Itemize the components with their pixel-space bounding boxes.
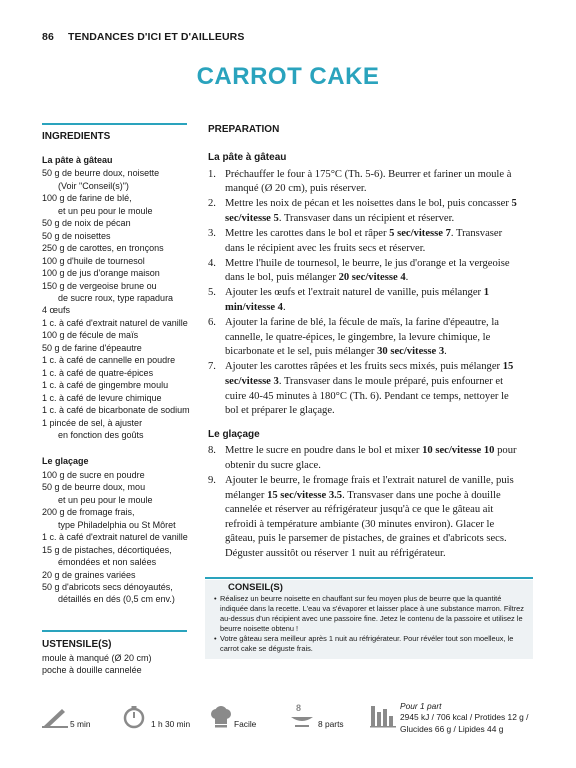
step-text: . Transvaser dans une poche à douille cannelée et réserver au réfrigérateur jusqu'à ce que le gâteau ait refroidi à température ambiante (30 minutes environ). Glacer le gâteau, puis le parsemer de pistaches, de graines et d'abricots secs. Déguster aussitôt ou réserver 1 nuit au réfrigérateur. [225, 489, 507, 559]
ingredient-line: 15 g de pistaches, décortiquées, [42, 544, 172, 555]
preparation-body [208, 151, 524, 562]
ingredient-line: 1 pincée de sel, à ajuster [42, 417, 143, 428]
step-text: Mettre l'huile de tournesol, le beurre, le jus d'orange et la vergeoise dans le bol, puis mélanger [225, 257, 510, 284]
ingredient-line: 250 g de carottes, en tronçons [42, 243, 164, 254]
preparation-step [208, 444, 524, 473]
utensils-list [42, 652, 152, 677]
ingredient-line: 100 g de farine de blé, [42, 193, 132, 204]
ingredient-line: et un peu pour le moule [58, 494, 153, 505]
preparation-step [208, 197, 524, 226]
timer-icon [123, 706, 145, 733]
step-number: 2. [208, 198, 216, 210]
ingredient-line: 20 g de graines variées [42, 569, 136, 580]
ingredient-group-title: La pâte à gâteau [42, 155, 113, 165]
step-setting: 5 sec/vitesse 7 [389, 227, 451, 239]
total-time: 1 h 30 min [151, 719, 191, 729]
tips-rule [205, 577, 533, 579]
chef-hat-icon [209, 706, 233, 733]
step-setting: 5 sec/vitesse 5 [225, 198, 517, 224]
step-number: 1. [208, 168, 216, 180]
step-number: 3. [208, 227, 216, 239]
step-text: . [282, 301, 286, 313]
ingredient-line: 1 c. à café de cannelle en poudre [42, 355, 176, 366]
nutrition-title: Pour 1 part [400, 701, 442, 711]
nutrition-chart-icon [370, 704, 396, 733]
ingredients-rule [42, 123, 187, 125]
ingredient-line: 150 g de vergeoise brune ou [42, 280, 157, 291]
preparation-section-title: La pâte à gâteau [208, 152, 287, 163]
recipe-title: CARROT CAKE [196, 63, 380, 90]
ingredient-line: émondées et non salées [58, 557, 157, 568]
ingredient-line: 1 c. à café d'extrait naturel de vanille [42, 532, 188, 543]
utensils-heading: USTENSILE(S) [42, 639, 112, 650]
page-number: 86 [42, 31, 54, 43]
step-number: 4. [208, 257, 216, 269]
preparation-step [208, 316, 524, 360]
step-text: . Transvaser dans un récipient et réserver. [278, 212, 455, 224]
step-number: 9. [208, 474, 216, 486]
ingredient-line: 1 c. à café de levure chimique [42, 392, 162, 403]
ingredient-line: de sucre roux, type rapadura [58, 292, 174, 303]
nutrition-line-1: 2945 kJ / 706 kcal / Protides 12 g / [400, 712, 529, 722]
ingredient-line: 100 g d'huile de tournesol [42, 255, 145, 266]
utensil-item: moule à manqué (Ø 20 cm) [42, 653, 152, 663]
ingredient-line: et un peu pour le moule [58, 205, 153, 216]
ingredient-line: type Philadelphia ou St Môret [58, 519, 176, 530]
portions-icon-number: 8 [296, 703, 302, 713]
difficulty: Facile [234, 719, 257, 729]
step-setting: 15 sec/vitesse 3 [225, 361, 514, 387]
preparation-section-title: Le glaçage [208, 428, 260, 440]
ingredient-line: (Voir "Conseil(s)") [58, 180, 129, 191]
utensil-item: poche à douille cannelée [42, 665, 142, 676]
ingredient-line: 4 œufs [42, 305, 71, 316]
ingredient-line: 200 g de fromage frais, [42, 507, 135, 518]
preparation-step [208, 286, 524, 315]
ingredient-line: 1 c. à café de gingembre moulu [42, 380, 169, 391]
ingredient-line: 50 g de farine d'épeautre [42, 342, 142, 353]
preparation-step [208, 227, 524, 256]
ingredient-line: en fonction des goûts [58, 429, 144, 440]
step-text: Préchauffer le four à 175°C (Th. 5-6). Beurrer et fariner un moule à manqué (Ø 20 cm), puis réserver. [225, 168, 512, 195]
ingredient-line: 100 g de jus d'orange maison [42, 268, 160, 279]
step-text: Mettre les noix de pécan et les noisettes dans le bol, puis concasser [225, 198, 512, 210]
ingredient-line: 100 g de fécule de maïs [42, 330, 139, 341]
step-setting: 30 sec/vitesse 3 [377, 346, 445, 358]
preparation-step [208, 257, 524, 286]
preparation-step [208, 474, 524, 562]
tips-heading: CONSEIL(S) [228, 582, 283, 593]
step-text: . [405, 272, 409, 284]
ingredient-line: 50 g de beurre doux, noisette [42, 168, 160, 179]
preparation-step [208, 168, 524, 197]
step-number: 5. [208, 287, 216, 299]
portions-icon [289, 703, 315, 734]
knife-icon [42, 706, 68, 733]
step-text: . Transvaser dans le récipient avec les fruits secs et réserver. [225, 227, 503, 254]
ingredients-heading: INGREDIENTS [42, 131, 111, 142]
ingredients-list [42, 145, 200, 606]
step-text: Ajouter la farine de blé, la fécule de maïs, la farine d'épeautre, la cannelle, le quatre-épices, le gingembre, la levure chimique, le bicarbonate et le sel, puis mélanger [225, 317, 499, 358]
step-setting: 15 sec/vitesse 3.5 [267, 489, 343, 501]
step-number: 8. [208, 445, 216, 457]
step-setting: 1 min/vitesse 4 [225, 287, 490, 313]
step-list [208, 444, 524, 561]
step-text: . [444, 346, 447, 358]
portions: 8 parts [318, 719, 344, 729]
step-number: 7. [208, 361, 216, 373]
nutrition-line-2: Glucides 66 g / Lipides 44 g [400, 724, 504, 734]
ingredient-line: 50 g de beurre doux, mou [42, 482, 146, 493]
prep-time: 5 min [70, 719, 91, 729]
tip-item: • Votre gâteau sera meilleur après 1 nuit au réfrigérateur. Pour révéler tout son moelleux, le carrot cake se déguste frais. [214, 634, 514, 653]
section-title: TENDANCES D'ICI ET D'AILLEURS [67, 31, 245, 43]
ingredient-line: 1 c. à café d'extrait naturel de vanille [42, 317, 188, 328]
ingredient-line: 50 g de noisettes [42, 230, 111, 241]
step-text: . Transvaser dans le moule préparé, puis enfourner et cuire 40-45 minutes à 180°C (Th. 6). Pendant ce temps, nettoyer le bol et préparer le glaçage. [225, 375, 509, 417]
step-text: Mettre les carottes dans le bol et râper [225, 227, 390, 239]
tips-body [214, 594, 530, 654]
tip-item: • Réalisez un beurre noisette en chauffant sur feu moyen plus de beurre que la quantité indiquée dans la recette. L'eau va s'évaporer et laisser place à une substance marron. Filtrez au-dessus d'un récipient avec une passoire fine. Jetez le contenu de la passoire et utilisez le beurre noisette obtenu ! [214, 594, 524, 633]
step-text: pour obtenir du sucre glace. [225, 445, 517, 471]
step-list [208, 168, 524, 419]
preparation-step [208, 360, 524, 418]
running-header [42, 31, 244, 43]
step-setting: 20 sec/vitesse 4 [338, 272, 406, 284]
ingredient-line: 1 c. à café de bicarbonate de sodium [42, 405, 190, 416]
ingredient-line: 50 g de noix de pécan [42, 218, 131, 229]
step-text: Ajouter le beurre, le fromage frais et l'extrait naturel de vanille, puis mélanger [225, 474, 514, 501]
step-text: Ajouter les carottes râpées et les fruits secs mixés, puis mélanger [225, 361, 503, 373]
step-setting: 10 sec/vitesse 10 [422, 445, 495, 457]
ingredient-group-title: Le glaçage [42, 456, 89, 467]
ingredient-line: 100 g de sucre en poudre [42, 469, 145, 480]
preparation-heading: PREPARATION [208, 124, 280, 135]
step-number: 6. [208, 317, 216, 329]
ingredient-line: 1 c. à café de quatre-épices [42, 367, 154, 378]
ingredient-line: détaillés en dés (0,5 cm env.) [58, 594, 175, 605]
ingredient-line: 50 g d'abricots secs dénoyautés, [42, 581, 173, 592]
utensils-rule [42, 630, 187, 632]
step-text: Mettre le sucre en poudre dans le bol et mixer [225, 445, 423, 457]
step-text: Ajouter les œufs et l'extrait naturel de vanille, puis mélanger [225, 287, 484, 299]
